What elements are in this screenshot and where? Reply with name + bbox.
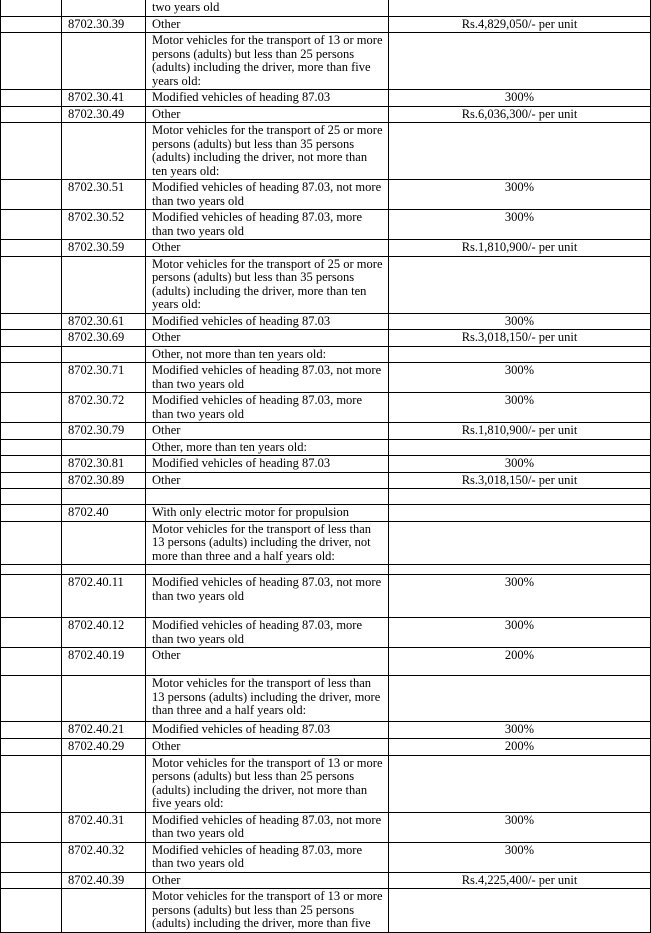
cell-hs-code: 8702.30.52	[62, 210, 146, 240]
cell-blank	[1, 313, 62, 330]
cell-rate	[389, 565, 651, 575]
cell-description	[146, 489, 389, 505]
cell-blank	[1, 106, 62, 123]
table-row	[1, 439, 651, 456]
table-row	[1, 363, 651, 393]
cell-rate	[389, 505, 651, 522]
cell-description: Motor vehicles for the transport of 25 or more persons (adults) but less than 35 persons (adults) including the driver, more than ten years old:	[146, 256, 389, 313]
cell-rate	[389, 489, 651, 505]
cell-rate: Rs.3,018,150/- per unit	[389, 330, 651, 347]
cell-hs-code: 8702.30.59	[62, 240, 146, 257]
cell-blank	[1, 33, 62, 90]
cell-description: Other	[146, 240, 389, 257]
cell-hs-code	[62, 676, 146, 722]
cell-rate	[389, 346, 651, 363]
cell-hs-code	[62, 439, 146, 456]
cell-description: Motor vehicles for the transport of 13 or more persons (adults) but less than 25 persons (adults) including the driver, more than five years old:	[146, 33, 389, 90]
cell-rate: Rs.4,225,400/- per unit	[389, 872, 651, 889]
cell-rate: 300%	[389, 842, 651, 872]
cell-hs-code: 8702.30.69	[62, 330, 146, 347]
cell-description: Modified vehicles of heading 87.03	[146, 313, 389, 330]
cell-description: Modified vehicles of heading 87.03	[146, 456, 389, 473]
cell-blank	[1, 256, 62, 313]
table-row	[1, 738, 651, 755]
table-row	[1, 0, 651, 16]
cell-hs-code: 8702.40.31	[62, 812, 146, 842]
cell-rate: 200%	[389, 648, 651, 676]
cell-hs-code: 8702.30.41	[62, 90, 146, 107]
cell-hs-code	[62, 521, 146, 565]
table-row	[1, 90, 651, 107]
cell-rate: Rs.4,829,050/- per unit	[389, 16, 651, 33]
cell-description: Other, not more than ten years old:	[146, 346, 389, 363]
cell-blank	[1, 521, 62, 565]
cell-hs-code: 8702.40.29	[62, 738, 146, 755]
cell-rate: 300%	[389, 575, 651, 618]
cell-hs-code	[62, 489, 146, 505]
cell-blank	[1, 472, 62, 489]
table-row	[1, 123, 651, 180]
table-row	[1, 812, 651, 842]
cell-hs-code: 8702.40.21	[62, 722, 146, 739]
cell-blank	[1, 575, 62, 618]
cell-rate	[389, 33, 651, 90]
cell-blank	[1, 363, 62, 393]
cell-description: Other	[146, 423, 389, 440]
table-row	[1, 676, 651, 722]
cell-description: Motor vehicles for the transport of 13 or more persons (adults) but less than 25 persons (adults) including the driver, more than five	[146, 889, 389, 933]
table-row	[1, 346, 651, 363]
cell-hs-code	[62, 33, 146, 90]
cell-blank	[1, 755, 62, 812]
cell-description: Other	[146, 648, 389, 676]
cell-description: Motor vehicles for the transport of less than 13 persons (adults) including the driver, not more than three and a half years old:	[146, 521, 389, 565]
cell-description: Other	[146, 738, 389, 755]
cell-rate: 300%	[389, 363, 651, 393]
cell-blank	[1, 738, 62, 755]
cell-rate: 300%	[389, 90, 651, 107]
cell-description: Other	[146, 16, 389, 33]
cell-description: Motor vehicles for the transport of less than 13 persons (adults) including the driver, more than three and a half years old:	[146, 676, 389, 722]
cell-rate: 300%	[389, 722, 651, 739]
table-row	[1, 489, 651, 505]
cell-hs-code: 8702.40	[62, 505, 146, 522]
cell-rate	[389, 521, 651, 565]
cell-hs-code	[62, 755, 146, 812]
cell-rate: 300%	[389, 210, 651, 240]
cell-hs-code: 8702.30.51	[62, 180, 146, 210]
cell-rate	[389, 0, 651, 16]
cell-blank	[1, 722, 62, 739]
cell-blank	[1, 439, 62, 456]
cell-rate: 200%	[389, 738, 651, 755]
cell-description: Modified vehicles of heading 87.03, not more than two years old	[146, 180, 389, 210]
cell-rate: Rs.3,018,150/- per unit	[389, 472, 651, 489]
table-row	[1, 889, 651, 933]
cell-description: Other	[146, 472, 389, 489]
cell-hs-code: 8702.30.81	[62, 456, 146, 473]
cell-blank	[1, 123, 62, 180]
cell-rate	[389, 256, 651, 313]
cell-blank	[1, 648, 62, 676]
cell-description: Modified vehicles of heading 87.03, more than two years old	[146, 393, 389, 423]
cell-hs-code: 8702.30.71	[62, 363, 146, 393]
cell-blank	[1, 676, 62, 722]
cell-hs-code	[62, 256, 146, 313]
cell-description: two years old	[146, 0, 389, 16]
cell-description: Modified vehicles of heading 87.03, more than two years old	[146, 210, 389, 240]
table-row	[1, 565, 651, 575]
cell-blank	[1, 456, 62, 473]
cell-rate: 300%	[389, 812, 651, 842]
cell-blank	[1, 393, 62, 423]
cell-hs-code: 8702.30.72	[62, 393, 146, 423]
cell-blank	[1, 346, 62, 363]
cell-blank	[1, 872, 62, 889]
table-row	[1, 256, 651, 313]
cell-description: Modified vehicles of heading 87.03, not more than two years old	[146, 575, 389, 618]
cell-hs-code: 8702.30.89	[62, 472, 146, 489]
tariff-table-body	[1, 0, 651, 932]
cell-description	[146, 565, 389, 575]
table-row	[1, 33, 651, 90]
cell-rate	[389, 755, 651, 812]
table-row	[1, 106, 651, 123]
cell-blank	[1, 16, 62, 33]
table-row	[1, 472, 651, 489]
cell-description: Motor vehicles for the transport of 25 or more persons (adults) but less than 35 persons (adults) including the driver, not more than ten years old:	[146, 123, 389, 180]
cell-hs-code	[62, 123, 146, 180]
table-row	[1, 210, 651, 240]
cell-description: Modified vehicles of heading 87.03, more than two years old	[146, 618, 389, 648]
cell-description: Modified vehicles of heading 87.03	[146, 722, 389, 739]
cell-description: Other	[146, 330, 389, 347]
cell-blank	[1, 812, 62, 842]
cell-description: Modified vehicles of heading 87.03, not more than two years old	[146, 363, 389, 393]
cell-hs-code: 8702.30.79	[62, 423, 146, 440]
table-row	[1, 423, 651, 440]
cell-description: Modified vehicles of heading 87.03	[146, 90, 389, 107]
table-row	[1, 330, 651, 347]
cell-blank	[1, 90, 62, 107]
table-row	[1, 618, 651, 648]
cell-blank	[1, 423, 62, 440]
table-row	[1, 755, 651, 812]
cell-blank	[1, 618, 62, 648]
cell-hs-code: 8702.40.39	[62, 872, 146, 889]
cell-blank	[1, 505, 62, 522]
table-row	[1, 16, 651, 33]
cell-rate: Rs.1,810,900/- per unit	[389, 423, 651, 440]
table-row	[1, 505, 651, 522]
cell-hs-code: 8702.30.49	[62, 106, 146, 123]
cell-rate	[389, 676, 651, 722]
cell-rate: 300%	[389, 313, 651, 330]
table-row	[1, 180, 651, 210]
cell-blank	[1, 210, 62, 240]
cell-description: Modified vehicles of heading 87.03, not more than two years old	[146, 812, 389, 842]
cell-rate: 300%	[389, 393, 651, 423]
cell-hs-code	[62, 889, 146, 933]
cell-hs-code: 8702.40.11	[62, 575, 146, 618]
cell-rate	[389, 123, 651, 180]
cell-blank	[1, 0, 62, 16]
cell-description: Other	[146, 106, 389, 123]
table-row	[1, 575, 651, 618]
cell-hs-code	[62, 565, 146, 575]
cell-rate: Rs.6,036,300/- per unit	[389, 106, 651, 123]
cell-blank	[1, 889, 62, 933]
cell-blank	[1, 180, 62, 210]
table-row	[1, 842, 651, 872]
cell-description: Other, more than ten years old:	[146, 439, 389, 456]
table-row	[1, 648, 651, 676]
cell-blank	[1, 330, 62, 347]
cell-rate: 300%	[389, 456, 651, 473]
cell-rate: 300%	[389, 180, 651, 210]
cell-description: Modified vehicles of heading 87.03, more than two years old	[146, 842, 389, 872]
cell-hs-code: 8702.40.32	[62, 842, 146, 872]
cell-hs-code	[62, 346, 146, 363]
cell-hs-code: 8702.40.12	[62, 618, 146, 648]
cell-description: Other	[146, 872, 389, 889]
cell-rate: 300%	[389, 618, 651, 648]
table-row	[1, 456, 651, 473]
table-row	[1, 393, 651, 423]
cell-hs-code: 8702.40.19	[62, 648, 146, 676]
cell-blank	[1, 565, 62, 575]
cell-blank	[1, 240, 62, 257]
cell-rate: Rs.1,810,900/- per unit	[389, 240, 651, 257]
table-row	[1, 521, 651, 565]
cell-hs-code: 8702.30.39	[62, 16, 146, 33]
table-row	[1, 313, 651, 330]
cell-hs-code	[62, 0, 146, 16]
cell-rate	[389, 889, 651, 933]
cell-rate	[389, 439, 651, 456]
table-row	[1, 240, 651, 257]
cell-description: Motor vehicles for the transport of 13 or more persons (adults) but less than 25 persons (adults) including the driver, not more than five years old:	[146, 755, 389, 812]
cell-blank	[1, 489, 62, 505]
table-row	[1, 872, 651, 889]
cell-description: With only electric motor for propulsion	[146, 505, 389, 522]
cell-hs-code: 8702.30.61	[62, 313, 146, 330]
table-row	[1, 722, 651, 739]
cell-blank	[1, 842, 62, 872]
